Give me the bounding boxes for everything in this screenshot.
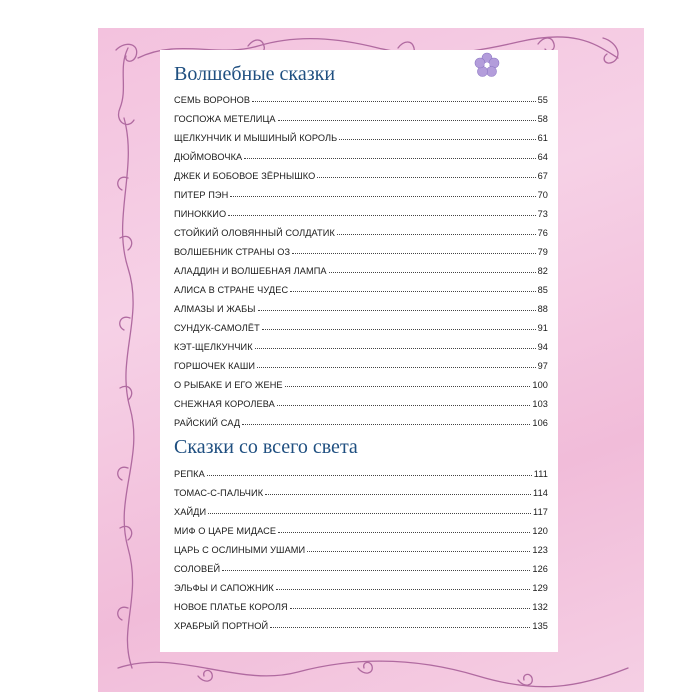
entry-title: СЕМЬ ВОРОНОВ <box>174 95 251 105</box>
toc-entry <box>174 162 548 181</box>
entry-page-number: 76 <box>537 228 548 238</box>
entry-page-number: 58 <box>537 114 548 124</box>
entry-title: МИФ О ЦАРЕ МИДАСЕ <box>174 526 277 536</box>
dot-leader <box>329 272 536 273</box>
entry-page-number: 61 <box>537 133 548 143</box>
toc-list <box>174 460 548 631</box>
entry-title: ДЖЕК И БОБОВОЕ ЗЁРНЫШКО <box>174 171 316 181</box>
toc-entry <box>174 86 548 105</box>
entry-page-number: 55 <box>537 95 548 105</box>
entry-title: ТОМАС-С-ПАЛЬЧИК <box>174 488 264 498</box>
flower-icon <box>474 52 500 78</box>
toc-entry <box>174 460 548 479</box>
entry-page-number: 114 <box>533 488 548 498</box>
entry-page-number: 132 <box>532 602 548 612</box>
entry-page-number: 111 <box>533 469 548 479</box>
section-title: Волшебные сказки <box>174 63 336 85</box>
entry-page-number: 97 <box>537 361 548 371</box>
toc-entry <box>174 498 548 517</box>
dot-leader <box>244 158 535 159</box>
dot-leader <box>285 386 531 387</box>
toc-entry <box>174 333 548 352</box>
entry-page-number: 129 <box>532 583 548 593</box>
toc-entry <box>174 409 548 428</box>
entry-title: ХРАБРЫЙ ПОРТНОЙ <box>174 621 269 631</box>
entry-page-number: 103 <box>532 399 548 409</box>
toc-entry <box>174 143 548 162</box>
dot-leader <box>276 589 530 590</box>
entry-page-number: 88 <box>537 304 548 314</box>
dot-leader <box>278 120 536 121</box>
entry-title: СОЛОВЕЙ <box>174 564 221 574</box>
dot-leader <box>278 532 530 533</box>
entry-title: ПИНОККИО <box>174 209 227 219</box>
entry-title: ЦАРЬ С ОСЛИНЫМИ УШАМИ <box>174 545 306 555</box>
dot-leader <box>242 424 530 425</box>
entry-title: ЭЛЬФЫ И САПОЖНИК <box>174 583 274 593</box>
entry-page-number: 94 <box>537 342 548 352</box>
toc-list <box>174 86 548 428</box>
toc-entry <box>174 371 548 390</box>
entry-title: АЛИСА В СТРАНЕ ЧУДЕС <box>174 285 289 295</box>
toc-entry <box>174 574 548 593</box>
toc-entry <box>174 612 548 631</box>
toc-entry <box>174 200 548 219</box>
entry-title: ПИТЕР ПЭН <box>174 190 229 200</box>
toc-entry <box>174 181 548 200</box>
dot-leader <box>270 627 530 628</box>
entry-page-number: 135 <box>532 621 548 631</box>
dot-leader <box>307 551 530 552</box>
toc-entry <box>174 276 548 295</box>
entry-page-number: 73 <box>537 209 548 219</box>
dot-leader <box>292 253 535 254</box>
dot-leader <box>262 329 536 330</box>
toc-entry <box>174 105 548 124</box>
toc-entry <box>174 257 548 276</box>
dot-leader <box>277 405 530 406</box>
dot-leader <box>290 608 531 609</box>
dot-leader <box>258 310 536 311</box>
entry-page-number: 85 <box>537 285 548 295</box>
entry-page-number: 100 <box>532 380 548 390</box>
toc-entry <box>174 352 548 371</box>
toc-entry <box>174 238 548 257</box>
entry-title: НОВОЕ ПЛАТЬЕ КОРОЛЯ <box>174 602 288 612</box>
entry-title: СУНДУК-САМОЛЁТ <box>174 323 260 333</box>
section-title: Сказки со всего света <box>174 436 358 458</box>
dot-leader <box>339 139 535 140</box>
toc-entry <box>174 479 548 498</box>
entry-page-number: 64 <box>537 152 548 162</box>
toc-entry <box>174 124 548 143</box>
dot-leader <box>265 494 531 495</box>
toc-entry <box>174 295 548 314</box>
entry-title: ГОРШОЧЕК КАШИ <box>174 361 256 371</box>
dot-leader <box>257 367 536 368</box>
entry-page-number: 123 <box>532 545 548 555</box>
toc-entry <box>174 536 548 555</box>
dot-leader <box>207 475 532 476</box>
dot-leader <box>255 348 536 349</box>
entry-page-number: 120 <box>532 526 548 536</box>
dot-leader <box>228 215 535 216</box>
entry-title: РЕПКА <box>174 469 205 479</box>
entry-page-number: 106 <box>532 418 548 428</box>
toc-entry <box>174 593 548 612</box>
entry-title: АЛАДДИН И ВОЛШЕБНАЯ ЛАМПА <box>174 266 327 276</box>
dot-leader <box>230 196 535 197</box>
entry-title: КЭТ-ЩЕЛКУНЧИК <box>174 342 253 352</box>
toc-entry <box>174 314 548 333</box>
dot-leader <box>317 177 535 178</box>
entry-page-number: 117 <box>533 507 548 517</box>
dot-leader <box>337 234 536 235</box>
entry-title: РАЙСКИЙ САД <box>174 418 241 428</box>
toc-entry <box>174 517 548 536</box>
entry-title: СНЕЖНАЯ КОРОЛЕВА <box>174 399 275 409</box>
entry-title: О РЫБАКЕ И ЕГО ЖЕНЕ <box>174 380 283 390</box>
entry-page-number: 79 <box>537 247 548 257</box>
entry-title: ЩЕЛКУНЧИК И МЫШИНЫЙ КОРОЛЬ <box>174 133 338 143</box>
entry-title: СТОЙКИЙ ОЛОВЯННЫЙ СОЛДАТИК <box>174 228 335 238</box>
toc-entry <box>174 555 548 574</box>
entry-title: ДЮЙМОВОЧКА <box>174 152 243 162</box>
entry-title: ВОЛШЕБНИК СТРАНЫ ОЗ <box>174 247 291 257</box>
entry-page-number: 70 <box>537 190 548 200</box>
entry-page-number: 91 <box>537 323 548 333</box>
dot-leader <box>252 101 535 102</box>
entry-title: ГОСПОЖА МЕТЕЛИЦА <box>174 114 276 124</box>
dot-leader <box>290 291 535 292</box>
dot-leader <box>208 513 531 514</box>
dot-leader <box>222 570 530 571</box>
entry-page-number: 126 <box>532 564 548 574</box>
entry-title: ХАЙДИ <box>174 507 207 517</box>
entry-title: АЛМАЗЫ И ЖАБЫ <box>174 304 256 314</box>
entry-page-number: 82 <box>537 266 548 276</box>
toc-entry <box>174 390 548 409</box>
toc-entry <box>174 219 548 238</box>
entry-page-number: 67 <box>537 171 548 181</box>
